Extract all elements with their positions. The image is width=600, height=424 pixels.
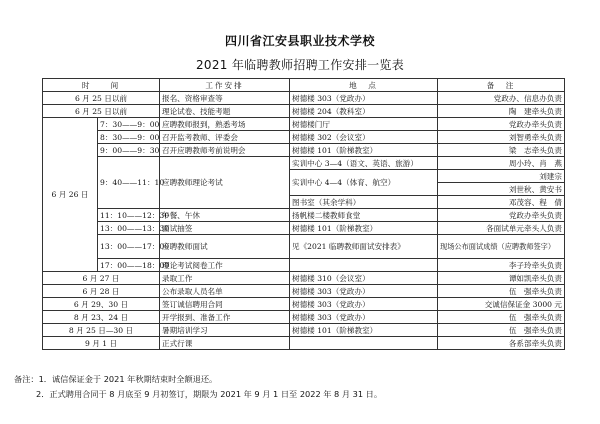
table-row <box>43 209 565 222</box>
row-task: 暑期培训学习 <box>160 324 290 337</box>
note-line-1 <box>14 372 382 387</box>
exam-room-remark: 刘世秋、黄安书 <box>438 183 565 196</box>
row-place: 树德楼 101（阶梯教室） <box>290 324 438 337</box>
slot-remark: 现场公布面试成绩（应聘教师签字） <box>438 235 565 259</box>
table-row <box>43 285 565 298</box>
document-title: 四川省江安县职业技术学校 <box>224 34 375 48</box>
table-header-row <box>43 79 565 92</box>
table-row <box>43 324 565 337</box>
table-row <box>43 131 565 144</box>
slot-remark: 刘智勇牵头负责 <box>438 131 565 144</box>
table-row <box>43 259 565 272</box>
row-date: 9 月 1 日 <box>43 337 160 350</box>
row-place: 树德楼 303（党政办） <box>290 311 438 324</box>
slot-place <box>290 259 438 272</box>
row-date: 8 月 23、24 日 <box>43 311 160 324</box>
slot-time: 7：30——9：00 <box>98 118 160 131</box>
table-row <box>43 337 565 350</box>
row-remark: 伍 强牵头负责 <box>438 285 565 298</box>
slot-remark: 李子玲牵头负责 <box>438 259 565 272</box>
exam-room-place: 实训中心 4—4（体育、航空） <box>290 170 438 196</box>
day26-date: 6 月 26 日 <box>43 118 98 272</box>
row-task: 录取工作 <box>160 272 290 285</box>
exam-room-remark: 周小玲、肖 燕 <box>438 157 565 170</box>
slot-time: 17：00——18：00 <box>98 259 160 272</box>
table-row <box>43 235 565 259</box>
document-subtitle: 2021 年临聘教师招聘工作安排一览表 <box>195 58 405 72</box>
row-task: 理论试卷、技能考题 <box>160 105 290 118</box>
row-date: 6 月 25 日以前 <box>43 105 160 118</box>
slot-place: 扬帆楼二楼教师食堂 <box>290 209 438 222</box>
slot-remark: 党政办牵头负责 <box>438 209 565 222</box>
slot-task: 应聘教师报到，熟悉考场 <box>160 118 290 131</box>
slot-time: 9：00——9：30 <box>98 144 160 157</box>
header-remark: 备 注 <box>438 79 565 92</box>
row-remark: 谭如凯牵头负责 <box>438 272 565 285</box>
slot-time: 8：30——9：00 <box>98 131 160 144</box>
table-row <box>43 311 565 324</box>
slot-task: 应聘教师理论考试 <box>160 157 290 209</box>
table-row <box>43 272 565 285</box>
slot-remark: 各面试单元牵头人负责 <box>438 222 565 235</box>
row-task: 开学报到、准备工作 <box>160 311 290 324</box>
row-task: 报名、资格审查等 <box>160 92 290 105</box>
row-remark: 各系部牵头负责 <box>438 337 565 350</box>
slot-remark: 党政办牵头负责 <box>438 118 565 131</box>
slot-task: 理论考试阅卷工作 <box>160 259 290 272</box>
slot-time: 13：00——13：30 <box>98 222 160 235</box>
row-date: 6 月 27 日 <box>43 272 160 285</box>
exam-room-remark: 刘建宗 <box>438 170 565 183</box>
row-place: 树德楼 303（党政办） <box>290 298 438 311</box>
slot-task: 面试抽签 <box>160 222 290 235</box>
row-task: 正式行课 <box>160 337 290 350</box>
note-item: 1．诚信保证金于 2021 年秋期结束时全额退还。 <box>38 374 218 384</box>
exam-room-place: 图书室（其余学科） <box>290 196 438 209</box>
exam-room-remark: 邓茂容、程 倩 <box>438 196 565 209</box>
row-task: 公布录取人员名单 <box>160 285 290 298</box>
header-task: 工作安排 <box>160 79 290 92</box>
slot-time: 11：10——12：30 <box>98 209 160 222</box>
slot-remark: 梁 志牵头负责 <box>438 144 565 157</box>
row-remark: 党政办、信息办负责 <box>438 92 565 105</box>
table-row <box>43 222 565 235</box>
row-remark: 交诚信保证金 3000 元 <box>438 298 565 311</box>
note-item: 2．正式聘用合同于 8 月底至 9 月初签订，期限为 2021 年 9 月 1 日至 2022 年 8 月 31 日。 <box>36 389 383 399</box>
slot-task: 召开监考教师、评委会 <box>160 131 290 144</box>
table-row <box>43 105 565 118</box>
slot-time: 9：40——11：10 <box>98 157 160 209</box>
row-place: 树德楼 303（党政办） <box>290 92 438 105</box>
schedule-table <box>42 78 565 350</box>
row-remark: 伍 强牵头负责 <box>438 311 565 324</box>
slot-place: 见《2021 临聘教师面试安排表》 <box>290 235 438 259</box>
table-row <box>43 144 565 157</box>
row-date: 6 月 25 日以前 <box>43 92 160 105</box>
exam-room-place: 实训中心 3—4（语文、英语、旅游） <box>290 157 438 170</box>
table-row <box>43 118 565 131</box>
notes-label: 备注： <box>14 374 39 384</box>
row-date: 8 月 25 日—30 日 <box>43 324 160 337</box>
header-place: 地 点 <box>290 79 438 92</box>
slot-task: 应聘教师面试 <box>160 235 290 259</box>
slot-place: 树德楼 302（会议室） <box>290 131 438 144</box>
slot-task: 召开应聘教师考前说明会 <box>160 144 290 157</box>
table-row <box>43 298 565 311</box>
row-place: 树德楼 303（党政办） <box>290 285 438 298</box>
slot-place: 树德楼 101（阶梯教室） <box>290 144 438 157</box>
row-task: 签订诚信聘用合同 <box>160 298 290 311</box>
table-row <box>43 92 565 105</box>
header-time: 时 间 <box>43 79 160 92</box>
table-row <box>43 157 565 170</box>
note-line-2 <box>14 387 382 402</box>
row-date: 6 月 29、30 日 <box>43 298 160 311</box>
notes-section <box>14 372 382 402</box>
row-remark: 伍 强牵头负责 <box>438 324 565 337</box>
row-place <box>290 337 438 350</box>
row-remark: 陶 建牵头负责 <box>438 105 565 118</box>
slot-task: 午餐、午休 <box>160 209 290 222</box>
row-place: 树德楼 204（教科室） <box>290 105 438 118</box>
row-place: 树德楼 310（会议室） <box>290 272 438 285</box>
slot-place: 树德楼 101（阶梯教室） <box>290 222 438 235</box>
row-date: 6 月 28 日 <box>43 285 160 298</box>
slot-place: 树德楼门厅 <box>290 118 438 131</box>
slot-time: 13：00——17：00 <box>98 235 160 259</box>
